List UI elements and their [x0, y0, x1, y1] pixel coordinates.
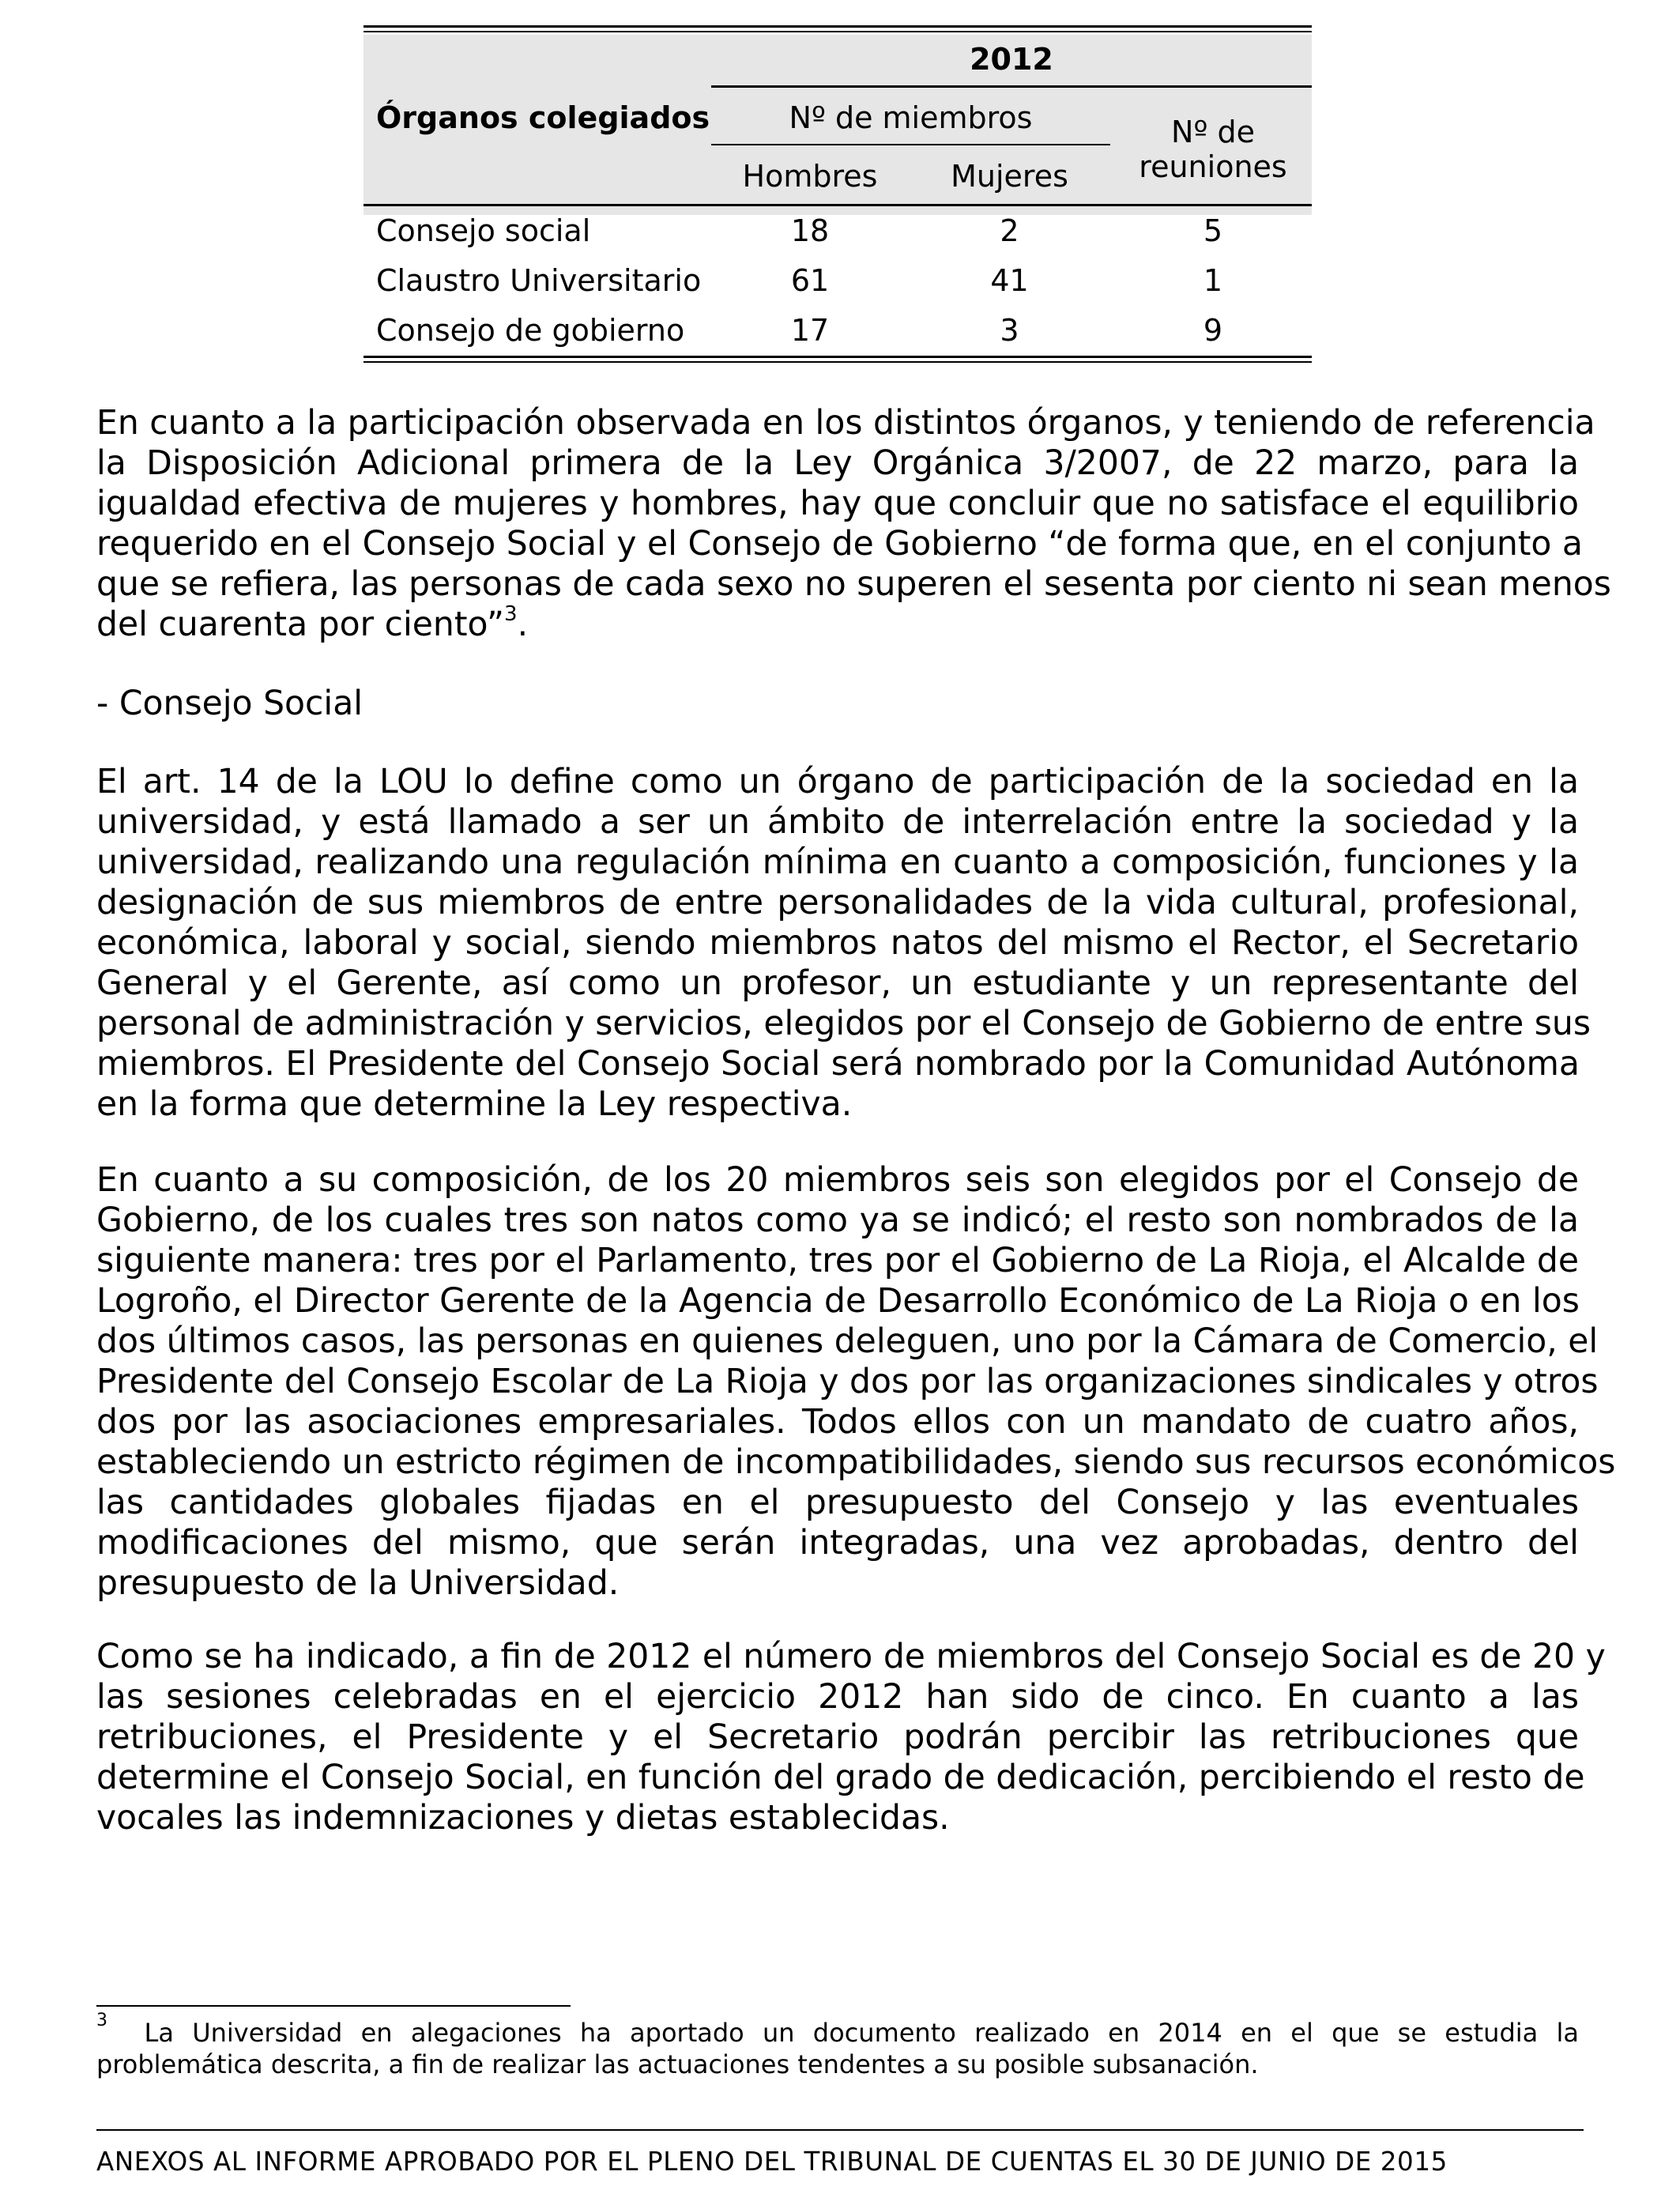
text-line: siguiente manera: tres por el Parlamento, tres por el Gobierno de La Rioja, el Alcalde de — [96, 1242, 1579, 1280]
paragraph-definition — [96, 762, 1591, 1125]
text-line: universidad, y está llamado a ser un ámbito de interrelación entre la sociedad y la — [96, 803, 1579, 842]
members-header: Nº de miembros — [789, 100, 1033, 135]
table-row-organ: Consejo social — [376, 213, 591, 248]
text-fragment: . — [517, 605, 529, 644]
text-line: en la forma que determine la Ley respectiva. — [96, 1085, 853, 1124]
text-line: miembros. El Presidente del Consejo Social será nombrado por la Comunidad Autónoma — [96, 1045, 1580, 1084]
text-line: universidad, realizando una regulación mínima en cuanto a composición, funciones y la — [96, 843, 1579, 882]
table-row-meetings: 5 — [1203, 213, 1223, 248]
table-row-meetings: 9 — [1203, 313, 1223, 348]
footnote-number: 3 — [96, 2011, 107, 2031]
footnote-text: La Universidad en alegaciones ha aportado un documento realizado en 2014 en el que se estudia la — [144, 2018, 1579, 2048]
table-row-organ: Claustro Universitario — [376, 263, 702, 298]
meetings-header-line1: Nº de — [1171, 115, 1255, 149]
text-line: modificaciones del mismo, que serán integradas, una vez aprobadas, dentro del — [96, 1524, 1579, 1563]
table-row-organ: Consejo de gobierno — [376, 313, 685, 348]
header-bottom-rule — [363, 204, 1312, 206]
year-underline — [711, 85, 1312, 88]
text-line: determine el Consejo Social, en función del grado de dedicación, percibiendo el resto de — [96, 1759, 1585, 1797]
footnote-separator — [96, 2005, 571, 2007]
paragraph-members-2012 — [96, 1637, 1606, 1838]
text-line: dos últimos casos, las personas en quienes deleguen, uno por la Cámara de Comercio, el — [96, 1322, 1599, 1361]
table-row-women: 2 — [1000, 213, 1019, 248]
text-line: dos por las asociaciones empresariales. Todos ellos con un mandato de cuatro años, — [96, 1403, 1579, 1442]
table-bottom-rule — [363, 356, 1312, 358]
text-line: Gobierno, de los cuales tres son natos como ya se indicó; el resto son nombrados de la — [96, 1201, 1579, 1240]
footnote-reference: 3 — [504, 601, 518, 626]
text-line: económica, laboral y social, siendo miembros natos del mismo el Rector, el Secretario — [96, 924, 1579, 963]
text-line: personal de administración y servicios, elegidos por el Consejo de Gobierno de entre sus — [96, 1005, 1591, 1043]
text-line: En cuanto a su composición, de los 20 miembros seis son elegidos por el Consejo de — [96, 1161, 1579, 1200]
text-line: la Disposición Adicional primera de la Ley Orgánica 3/2007, de 22 marzo, para la — [96, 444, 1579, 483]
text-line: que se refiera, las personas de cada sexo no superen el sesenta por ciento ni sean menos — [96, 565, 1611, 604]
text-line: retribuciones, el Presidente y el Secretario podrán percibir las retribuciones que — [96, 1718, 1579, 1757]
text-line: estableciendo un estricto régimen de incompatibilidades, siendo sus recursos económicos — [96, 1443, 1616, 1482]
text-line: En cuanto a la participación observada en los distintos órganos, y teniendo de referencia — [96, 404, 1595, 443]
organs-table — [363, 25, 1312, 364]
text-line: las cantidades globales fijadas en el presupuesto del Consejo y las eventuales — [96, 1483, 1579, 1522]
footnote — [96, 2011, 1579, 2080]
year-header: 2012 — [970, 42, 1053, 77]
men-header: Hombres — [742, 159, 878, 194]
text-line: El art. 14 de la LOU lo define como un órgano de participación de la sociedad en la — [96, 763, 1579, 801]
women-header: Mujeres — [951, 159, 1068, 194]
text-line: las sesiones celebradas en el ejercicio 2012 han sido de cinco. En cuanto a las — [96, 1678, 1579, 1717]
section-heading: - Consejo Social — [96, 684, 363, 723]
table-row-men: 61 — [790, 263, 830, 298]
paragraph-composition — [96, 1160, 1616, 1604]
paragraph-participation — [96, 403, 1611, 645]
members-underline — [711, 144, 1110, 145]
footnote-line: problemática descrita, a fin de realizar las actuaciones tendentes a su posible subsanación. — [96, 2049, 1259, 2079]
text-line: igualdad efectiva de mujeres y hombres, hay que concluir que no satisface el equilibrio — [96, 484, 1579, 523]
table-row-men: 17 — [790, 313, 830, 348]
text-line — [96, 601, 1579, 645]
text-line: Como se ha indicado, a fin de 2012 el número de miembros del Consejo Social es de 20 y — [96, 1638, 1606, 1676]
text-fragment: del cuarenta por ciento” — [96, 605, 505, 644]
table-top-rule — [363, 25, 1312, 28]
text-line: Presidente del Consejo Escolar de La Rioja y dos por las organizaciones sindicales y otros — [96, 1363, 1599, 1401]
table-row-men: 18 — [790, 213, 830, 248]
meetings-header-line2: reuniones — [1139, 149, 1287, 184]
text-line: General y el Gerente, así como un profesor, un estudiante y un representante del — [96, 964, 1579, 1003]
text-line: vocales las indemnizaciones y dietas establecidas. — [96, 1799, 950, 1838]
page-footer: ANEXOS AL INFORME APROBADO POR EL PLENO DEL TRIBUNAL DE CUENTAS EL 30 DE JUNIO DE 2015 — [96, 2147, 1448, 2177]
footnote-line — [96, 2011, 1579, 2049]
table-row-women: 41 — [990, 263, 1029, 298]
text-line: designación de sus miembros de entre personalidades de la vida cultural, profesional, — [96, 884, 1579, 922]
table-top-rule-2 — [363, 31, 1312, 32]
text-line: Logroño, el Director Gerente de la Agencia de Desarrollo Económico de La Rioja o en los — [96, 1282, 1580, 1321]
table-bottom-rule-2 — [363, 361, 1312, 363]
table-row-meetings: 1 — [1203, 263, 1223, 298]
row-header: Órganos colegiados — [376, 100, 710, 135]
page-footer-rule — [96, 2129, 1584, 2131]
table-row-women: 3 — [1000, 313, 1019, 348]
text-line: requerido en el Consejo Social y el Consejo de Gobierno “de forma que, en el conjunto a — [96, 525, 1583, 564]
text-line: presupuesto de la Universidad. — [96, 1564, 620, 1603]
